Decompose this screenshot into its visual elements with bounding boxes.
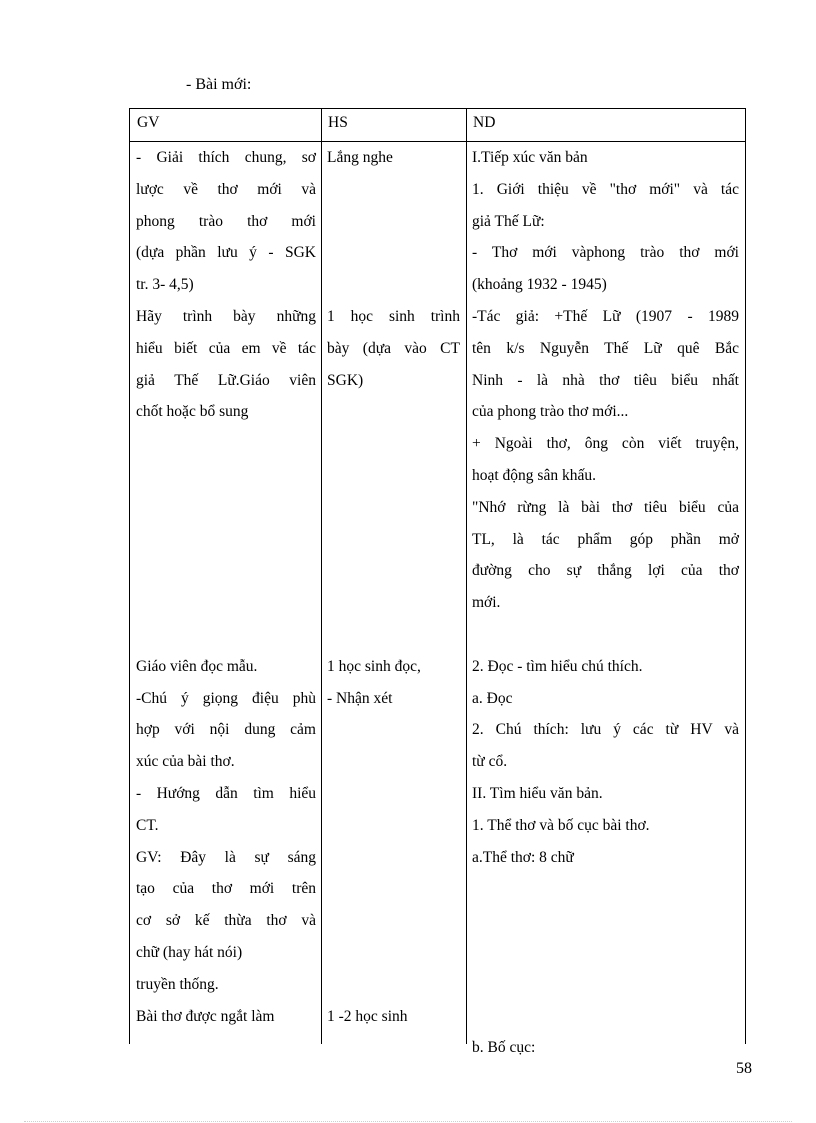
column-divider-hs-nd bbox=[466, 109, 467, 1044]
text-line: (dựa phần lưu ý - SGK bbox=[136, 244, 316, 262]
blank-line bbox=[327, 937, 460, 969]
text-line: TL, là tác phẩm góp phần mở bbox=[472, 530, 739, 548]
text-line: - Nhận xét bbox=[327, 689, 393, 707]
blank-line bbox=[327, 492, 460, 524]
blank-line bbox=[327, 714, 460, 746]
column-gv bbox=[136, 142, 316, 1032]
text-line: hiểu biết của em về tác bbox=[136, 339, 316, 357]
text-line: Giáo viên đọc mẫu. bbox=[136, 657, 258, 675]
header-nd: ND bbox=[473, 114, 496, 131]
blank-line bbox=[327, 555, 460, 587]
blank-line bbox=[327, 428, 460, 460]
text-line: 1. Thể thơ và bố cục bài thơ. bbox=[472, 816, 650, 834]
text-line: từ cổ. bbox=[472, 753, 508, 771]
text-line: b. Bố cục: bbox=[472, 1039, 536, 1057]
blank-line bbox=[472, 905, 739, 937]
blank-line bbox=[327, 237, 460, 269]
blank-line bbox=[136, 492, 316, 524]
footer-divider bbox=[24, 1121, 792, 1122]
text-line: chữ (hay hát nói) bbox=[136, 943, 243, 961]
blank-line bbox=[327, 873, 460, 905]
text-line: 2. Chú thích: lưu ý các từ HV và bbox=[472, 721, 739, 739]
text-line: - Hướng dẫn tìm hiểu bbox=[136, 784, 316, 802]
blank-line bbox=[327, 905, 460, 937]
text-line: GV: Đây là sự sáng bbox=[136, 848, 316, 866]
blank-line bbox=[327, 778, 460, 810]
blank-line bbox=[136, 524, 316, 556]
text-line: CT. bbox=[136, 816, 159, 834]
blank-line bbox=[327, 396, 460, 428]
text-line: Bài thơ được ngắt làm bbox=[136, 1007, 275, 1025]
blank-line bbox=[472, 1001, 739, 1033]
blank-line bbox=[327, 269, 460, 301]
text-line: Lắng nghe bbox=[327, 149, 393, 166]
blank-line bbox=[136, 619, 316, 651]
blank-line bbox=[472, 969, 739, 1001]
blank-line bbox=[472, 937, 739, 969]
blank-line bbox=[136, 428, 316, 460]
text-line: a.Thể thơ: 8 chữ bbox=[472, 848, 574, 866]
text-line: mới. bbox=[472, 594, 501, 612]
text-line: 2. Đọc - tìm hiểu chú thích. bbox=[472, 657, 643, 675]
text-line: truyền thống. bbox=[136, 975, 219, 993]
header-hs: HS bbox=[328, 114, 348, 131]
text-line: I.Tiếp xúc văn bản bbox=[472, 149, 588, 166]
column-nd bbox=[472, 142, 739, 1064]
text-line: tr. 3- 4,5) bbox=[136, 276, 194, 294]
blank-line bbox=[327, 810, 460, 842]
text-line: tạo của thơ mới trên bbox=[136, 880, 316, 898]
column-divider-gv-hs bbox=[321, 109, 322, 1044]
text-line: hợp với nội dung cảm bbox=[136, 721, 316, 739]
text-line: hoạt động sân khấu. bbox=[472, 466, 596, 484]
text-line: Ninh - là nhà thơ tiêu biểu nhất bbox=[472, 371, 739, 389]
page-number: 58 bbox=[736, 1060, 752, 1077]
blank-line bbox=[327, 842, 460, 874]
blank-line bbox=[327, 206, 460, 238]
section-heading: - Bài mới: bbox=[186, 76, 252, 93]
text-line: 1. Giới thiệu về "thơ mới" và tác bbox=[472, 180, 739, 198]
blank-line bbox=[136, 555, 316, 587]
blank-line bbox=[327, 587, 460, 619]
header-gv: GV bbox=[137, 114, 160, 131]
text-line: - Giải thích chung, sơ bbox=[136, 149, 316, 166]
text-line: 1 học sinh đọc, bbox=[327, 657, 421, 675]
text-line: a. Đọc bbox=[472, 689, 513, 707]
text-line: lược về thơ mới và bbox=[136, 180, 316, 198]
blank-line bbox=[327, 524, 460, 556]
blank-line bbox=[472, 873, 739, 905]
text-line: đường cho sự thắng lợi của thơ bbox=[472, 562, 739, 580]
column-hs bbox=[327, 142, 460, 1032]
blank-line bbox=[327, 969, 460, 1001]
blank-line bbox=[136, 587, 316, 619]
text-line: giả Thế Lữ.Giáo viên bbox=[136, 371, 316, 389]
text-line: giả Thế Lữ: bbox=[472, 212, 545, 230]
blank-line bbox=[327, 746, 460, 778]
text-line: 1 -2 học sinh bbox=[327, 1007, 408, 1025]
text-line: bày (dựa vào CT bbox=[327, 339, 460, 357]
blank-line bbox=[327, 460, 460, 492]
text-line: Hãy trình bày những bbox=[136, 307, 316, 325]
lesson-table bbox=[129, 108, 746, 1057]
text-line: (khoảng 1932 - 1945) bbox=[472, 276, 607, 294]
text-line: "Nhớ rừng là bài thơ tiêu biểu của bbox=[472, 498, 739, 516]
blank-line bbox=[327, 619, 460, 651]
text-line: II. Tìm hiểu văn bản. bbox=[472, 784, 603, 802]
blank-line bbox=[327, 174, 460, 206]
text-line: - Thơ mới vàphong trào thơ mới bbox=[472, 244, 739, 262]
text-line: của phong trào thơ mới... bbox=[472, 403, 629, 421]
text-line: chốt hoặc bổ sung bbox=[136, 403, 249, 421]
text-line: xúc của bài thơ. bbox=[136, 753, 235, 771]
text-line: -Chú ý giọng điệu phù bbox=[136, 689, 316, 707]
blank-line bbox=[136, 460, 316, 492]
text-line: phong trào thơ mới bbox=[136, 212, 316, 230]
text-line: -Tác giả: +Thế Lữ (1907 - 1989 bbox=[472, 307, 739, 325]
text-line: tên k/s Nguyễn Thế Lữ quê Bắc bbox=[472, 339, 739, 357]
text-line: 1 học sinh trình bbox=[327, 307, 460, 325]
blank-line bbox=[472, 619, 739, 651]
text-line: + Ngoài thơ, ông còn viết truyện, bbox=[472, 435, 739, 453]
text-line: SGK) bbox=[327, 371, 364, 389]
text-line: cơ sở kế thừa thơ và bbox=[136, 912, 316, 930]
